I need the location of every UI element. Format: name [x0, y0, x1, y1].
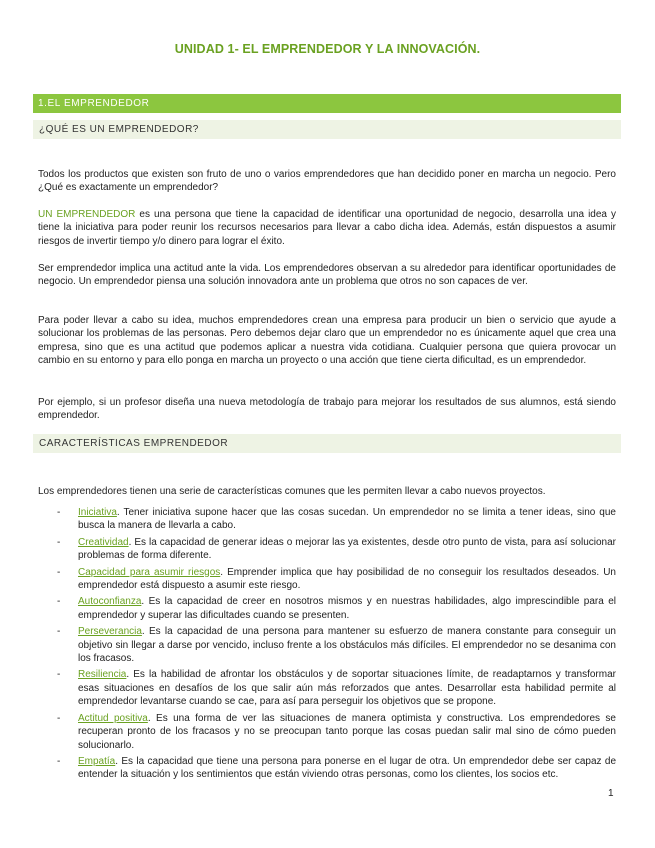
list-item: [38, 755, 616, 782]
list-dash: -: [57, 626, 61, 638]
list-dash: -: [57, 507, 61, 518]
characteristic-term-perseverancia[interactable]: Perseverancia: [78, 626, 142, 638]
characteristic-term-riesgos[interactable]: Capacidad para asumir riesgos: [78, 566, 221, 578]
list-dash: -: [57, 566, 61, 578]
characteristic-text: . Emprender implica que hay posibilidad de no conseguir los resultados deseados. Un emprendedor está dispuesto a asumir este riesgo.: [78, 566, 616, 592]
list-item: [38, 712, 616, 752]
definition-paragraph: [38, 208, 616, 248]
characteristics-list: [38, 506, 616, 785]
list-item: [38, 595, 616, 622]
characteristic-text: . Tener iniciativa supone hacer que las cosas sucedan. Un emprendedor no se limita a tener ideas, sino que busca la manera de llevarla a cabo.: [78, 507, 616, 532]
intro-paragraph: Todos los productos que existen son fruto de uno o varios emprendedores que han decidido poner en marcha un negocio. Pero ¿Qué es exactamente un emprendedor?: [38, 169, 616, 194]
document-title: UNIDAD 1- EL EMPRENDEDOR Y LA INNOVACIÓN.: [174, 42, 481, 56]
business-paragraph: Para poder llevar a cabo su idea, muchos emprendedores crean una empresa para producir un bien o servicio que ayude a solucionar los problemas de las personas. Pero debemos dejar claro que un emprendedor no es únicamente aquel que crea una empresa, sino que es una actitud que podemos aplicar a nuestra vida cotidiana. Cualquier persona que quiera provocar un cambio en su entorno y para ello ponga en marcha un proyecto o una acción que tiene cierta dificultad, es un emprendedor.: [38, 315, 616, 367]
example-paragraph: Por ejemplo, si un profesor diseña una nueva metodología de trabajo para mejorar los resultados de sus alumnos, está siendo emprendedor.: [38, 397, 616, 422]
characteristic-term-autoconfianza[interactable]: Autoconfianza: [78, 596, 142, 608]
subsection-heading-caracteristicas: CARACTERÍSTICAS EMPRENDEDOR: [33, 434, 621, 453]
list-dash: -: [57, 712, 61, 724]
list-dash: -: [57, 536, 61, 548]
list-item: [38, 506, 616, 533]
list-dash: -: [57, 755, 61, 767]
definition-term: UN EMPRENDEDOR: [38, 209, 136, 220]
subsection-heading-que-es: ¿QUÉ ES UN EMPRENDEDOR?: [33, 120, 621, 139]
attitude-paragraph: Ser emprendedor implica una actitud ante la vida. Los emprendedores observan a su alrededor para identificar oportunidades de negocio. Un emprendedor piensa una solución innovadora ante un problema que otros no son capaces de ver.: [38, 263, 616, 288]
characteristic-term-creatividad[interactable]: Creatividad: [78, 536, 129, 548]
characteristic-text: . Es una forma de ver las situaciones de manera optimista y constructiva. Los emprendedores se recuperan pronto de los fracasos y no se preocupan tanto porque las cosas puedan salir mal sino de cómo pueden solucionarlo.: [78, 712, 616, 751]
characteristic-text: . Es la habilidad de afrontar los obstáculos y de soportar situaciones límite, de readaptarnos y transformar esas situaciones en desafíos de los que salir aún más reforzados que antes. Desarrollar esta habilidad permite al emprendedor levantarse cuando se cae, para así para perseguir los objetivos que se propone.: [78, 669, 616, 708]
characteristic-text: . Es la capacidad que tiene una persona para ponerse en el lugar de otra. Un emprendedor debe ser capaz de entender la situación y los sentimientos que están viviendo otras personas, como los clientes, los socios etc.: [78, 755, 616, 781]
list-dash: -: [57, 596, 61, 608]
characteristic-term-empatia[interactable]: Empatía: [78, 755, 116, 767]
list-item: [38, 668, 616, 708]
characteristic-text: . Es la capacidad de creer en nosotros mismos y en nuestras habilidades, algo imprescindible para el emprendedor y superar las dificultades cuando se presenten.: [78, 596, 616, 621]
list-item: [38, 536, 616, 563]
characteristic-term-resiliencia[interactable]: Resiliencia: [78, 669, 127, 681]
characteristic-term-iniciativa[interactable]: Iniciativa: [78, 507, 117, 518]
page-number: 1: [608, 788, 614, 799]
definition-text: es una persona que tiene la capacidad de identificar una oportunidad de negocio, desarrolla una idea y tiene la iniciativa para poder reunir los recursos necesarios para llevar a cabo dicha idea. Además, están dispuestos a asumir riesgos de invertir tiempo y/o dinero para lograr el éxito.: [38, 209, 617, 247]
list-item: [38, 566, 616, 593]
characteristic-text: . Es la capacidad de generar ideas o mejorar las ya existentes, desde otro punto de vista, para así solucionar problemas de forma diferente.: [78, 536, 616, 562]
characteristic-term-actitud-positiva[interactable]: Actitud positiva: [78, 712, 148, 724]
characteristics-intro: Los emprendedores tienen una serie de características comunes que les permiten llevar a cabo nuevos proyectos.: [38, 486, 546, 497]
section-heading-el-emprendedor: 1.EL EMPRENDEDOR: [33, 94, 621, 113]
list-item: [38, 625, 616, 665]
characteristic-text: . Es la capacidad de una persona para mantener su esfuerzo de manera constante para conseguir un objetivo sin llegar a darse por vencido, incluso frente a los obstáculos más difíciles. El emprendedor no se desanima con los fracasos.: [78, 626, 616, 665]
list-dash: -: [57, 669, 61, 681]
